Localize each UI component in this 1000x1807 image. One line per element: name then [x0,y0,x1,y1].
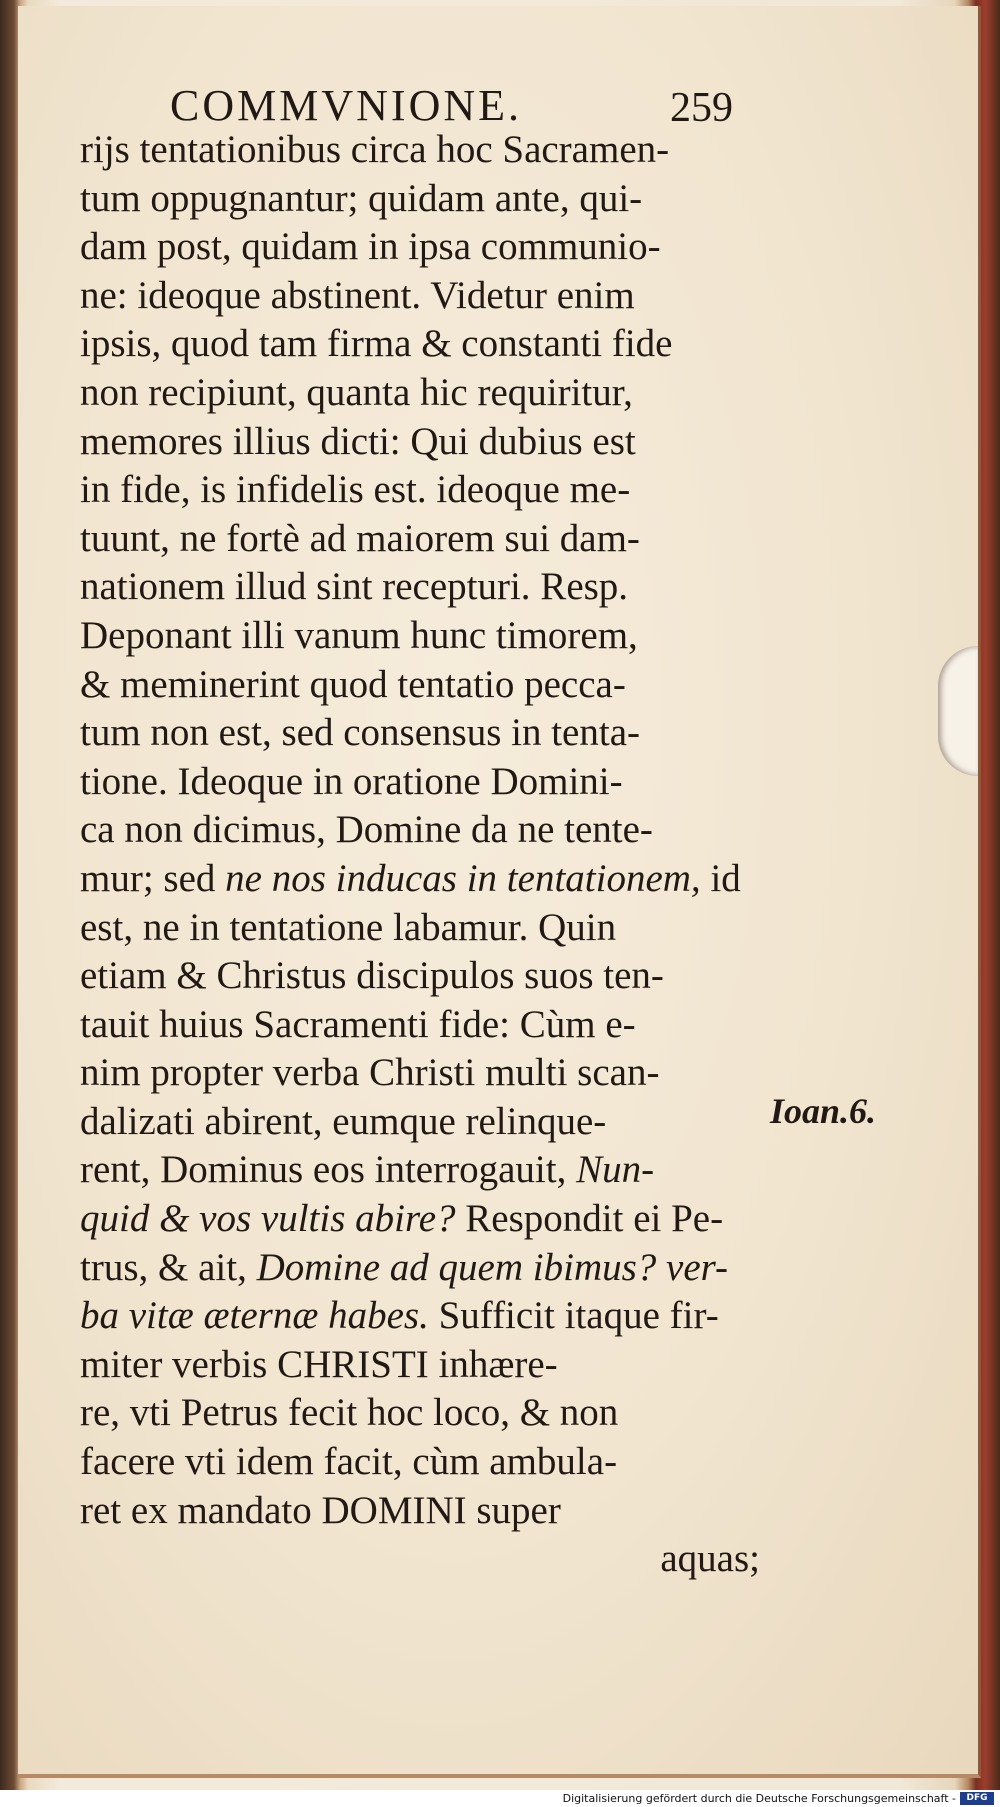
page-header [170,80,770,130]
footer-bar [0,1790,1000,1807]
italic-segment: Nun- [576,1148,655,1192]
text-segment: facere vti idem facit, cùm ambula- [80,1440,618,1484]
italic-segment: ne nos inducas in tentationem, [225,856,701,900]
italic-segment: Domine ad quem ibimus? ver- [256,1245,729,1289]
text-line [80,1389,760,1438]
text-segment: aquas; [660,1537,760,1581]
text-segment: ipsis, quod tam firma & constanti fide [80,322,673,366]
text-segment: tum non est, sed consensus in tenta- [80,711,640,755]
text-segment: tuunt, ne fortè ad maiorem sui dam- [80,516,640,560]
text-line [80,1535,760,1584]
text-line [80,563,760,612]
text-segment: & meminerint quod tentatio pecca- [80,662,626,706]
running-title: COMMVNIONE. [170,81,522,130]
text-line [80,1341,760,1390]
text-segment: est, ne in tentatione labamur. Quin [80,905,617,949]
text-segment: ret ex mandato DOMINI super [80,1488,561,1532]
text-segment: tione. Ideoque in oratione Domini- [80,759,623,803]
text-line [80,661,760,710]
text-segment: mur; sed [80,856,226,900]
text-line [80,904,760,953]
text-segment: tauit huius Sacramenti fide: Cùm e- [80,1002,636,1046]
margin-note: Ioan.6. [770,1091,877,1131]
text-line [80,175,760,224]
text-line [80,126,760,175]
text-segment: Respondit ei Pe- [455,1197,724,1241]
text-line [80,1195,760,1244]
text-segment: etiam & Christus discipulos suos ten- [80,954,664,998]
text-line [80,709,760,758]
text-line [80,369,760,418]
text-line [80,952,760,1001]
text-segment: nationem illud sint recepturi. Resp. [80,565,629,609]
text-line [80,1292,760,1341]
text-line [80,1487,760,1536]
text-line [80,758,760,807]
text-segment: id [700,856,741,900]
text-line [80,1244,760,1293]
footer-credit: Digitalisierung gefördert durch die Deutsche Forschungsgemeinschaft - [562,1792,956,1805]
text-line [80,272,760,321]
text-segment: in fide, is infidelis est. ideoque me- [80,468,631,512]
text-segment: Sufficit itaque fir- [428,1294,719,1338]
text-line [80,612,760,661]
text-line [80,320,760,369]
text-segment: ne: ideoque abstinent. Videtur enim [80,273,635,317]
text-line [80,806,760,855]
text-segment: miter verbis CHRISTI inhære- [80,1342,558,1386]
dfg-logo: DFG [960,1792,994,1805]
page-number: 259 [670,85,733,131]
text-segment: Deponant illi vanum hunc timorem, [80,613,638,657]
body-text [80,126,760,1584]
text-line [80,418,760,467]
text-segment: trus, & ait, [80,1245,257,1289]
text-segment: rijs tentationibus circa hoc Sacramen- [80,128,670,171]
text-segment: rent, Dominus eos interrogauit, [80,1148,577,1192]
page-clip [938,646,978,776]
text-line [80,1001,760,1050]
text-line [80,1146,760,1195]
text-line [80,1098,760,1147]
text-line [80,1049,760,1098]
text-segment: re, vti Petrus fecit hoc loco, & non [80,1391,619,1435]
text-line [80,466,760,515]
text-segment: nim propter verba Christi multi scan- [80,1051,660,1095]
italic-segment: quid & vos vultis abire? [80,1197,456,1241]
text-segment: memores illius dicti: Qui dubius est [80,419,636,463]
text-segment: non recipiunt, quanta hic requiritur, [80,370,633,414]
text-segment: tum oppugnantur; quidam ante, qui- [80,176,643,220]
text-line [80,855,760,904]
italic-segment: ba vitæ æternæ habes. [80,1294,429,1338]
text-segment: dalizati abirent, eumque relinque- [80,1099,607,1143]
text-line [80,515,760,564]
text-line [80,223,760,272]
text-line [80,1438,760,1487]
text-segment: dam post, quidam in ipsa communio- [80,225,661,269]
text-segment: ca non dicimus, Domine da ne tente- [80,808,653,852]
